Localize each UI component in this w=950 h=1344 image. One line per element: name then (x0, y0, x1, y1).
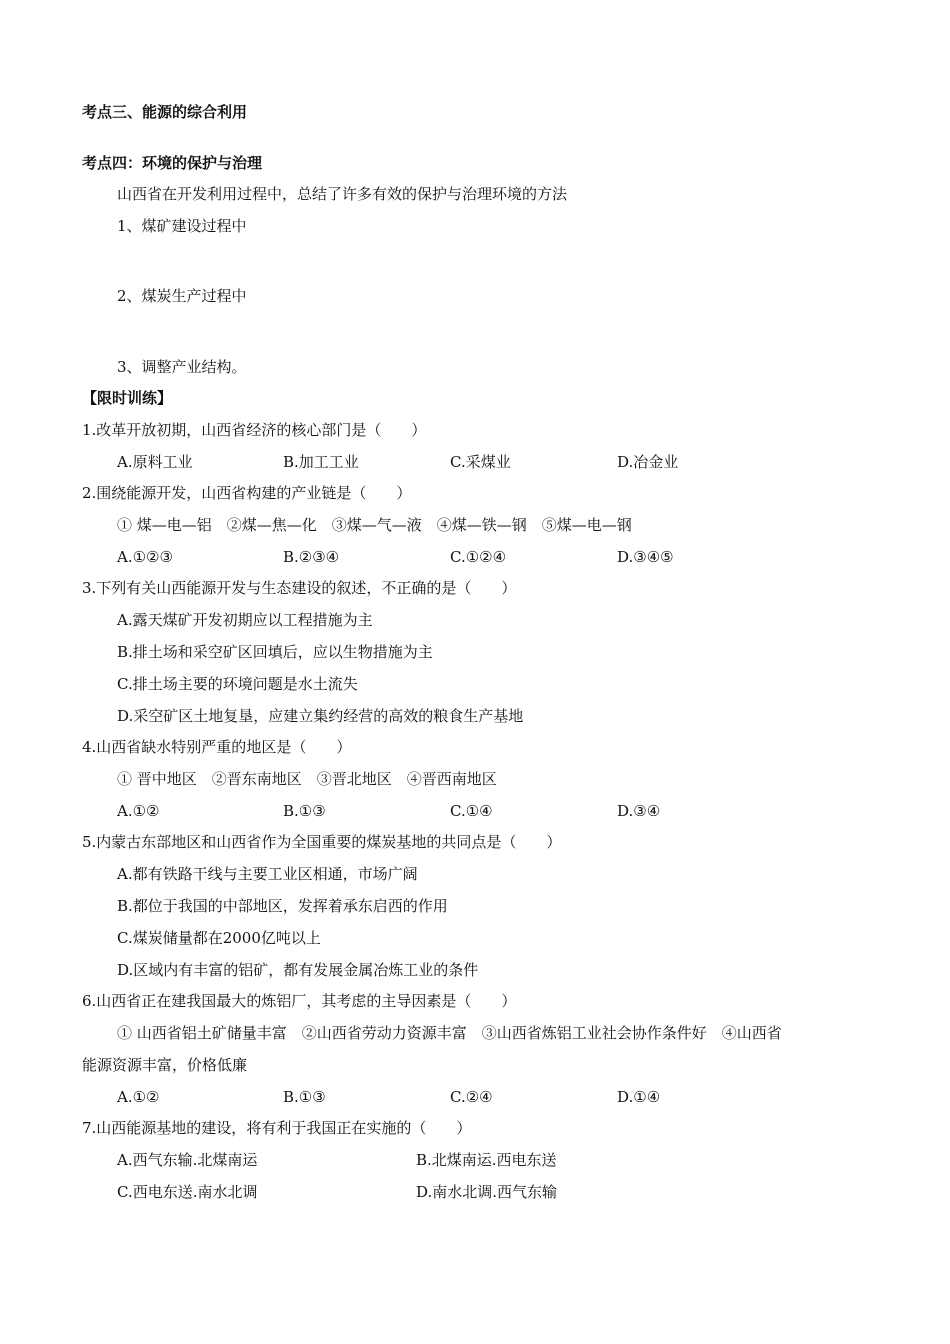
section-title-kaodian4: 考点四：环境的保护与治理 (82, 154, 263, 172)
question-6-items-line-1: ① 山西省铝土矿储量丰富 ②山西省劳动力资源丰富 ③山西省炼铝工业社会协作条件好 ④山西省 (117, 1024, 782, 1042)
question-4-items: ① 晋中地区 ②晋东南地区 ③晋北地区 ④晋西南地区 (117, 770, 497, 788)
question-6-option-a: A.①② (117, 1088, 160, 1106)
question-2-items: ① 煤—电—铝 ②煤—焦—化 ③煤—气—液 ④煤—铁—钢 ⑤煤—电—钢 (117, 516, 632, 534)
kaodian4-item-1: 1、煤矿建设过程中 (117, 217, 247, 235)
question-7-option-d: D.南水北调.西气东输 (416, 1183, 558, 1201)
question-1-stem: 1.改革开放初期，山西省经济的核心部门是（ ） (82, 421, 427, 439)
kaodian4-item-3: 3、调整产业结构。 (117, 358, 247, 376)
question-4-option-c: C.①④ (450, 802, 493, 820)
kaodian4-intro: 山西省在开发利用过程中，总结了许多有效的保护与治理环境的方法 (117, 185, 568, 203)
question-3-option-a: A.露天煤矿开发初期应以工程措施为主 (117, 611, 373, 629)
question-2-stem: 2.围绕能源开发，山西省构建的产业链是（ ） (82, 484, 412, 502)
question-6-stem: 6.山西省正在建我国最大的炼铝厂，其考虑的主导因素是（ ） (82, 992, 517, 1010)
question-4-option-d: D.③④ (617, 802, 661, 820)
training-title: 【限时训练】 (82, 389, 173, 407)
question-6-option-d: D.①④ (617, 1088, 661, 1106)
question-3-stem: 3.下列有关山西能源开发与生态建设的叙述，不正确的是（ ） (82, 579, 517, 597)
question-1-option-a: A.原料工业 (117, 453, 193, 471)
question-2-option-b: B.②③④ (283, 548, 340, 566)
question-3-option-b: B.排土场和采空矿区回填后，应以生物措施为主 (117, 643, 433, 661)
question-5-option-d: D.区域内有丰富的铝矿，都有发展金属冶炼工业的条件 (117, 961, 479, 979)
question-1-option-d: D.冶金业 (617, 453, 679, 471)
question-2-option-d: D.③④⑤ (617, 548, 674, 566)
question-2-option-c: C.①②④ (450, 548, 507, 566)
question-4-option-b: B.①③ (283, 802, 326, 820)
question-7-option-b: B.北煤南运.西电东送 (416, 1151, 557, 1169)
question-4-option-a: A.①② (117, 802, 160, 820)
question-6-option-b: B.①③ (283, 1088, 326, 1106)
question-2-option-a: A.①②③ (117, 548, 173, 566)
question-5-option-c: C.煤炭储量都在2000亿吨以上 (117, 929, 321, 947)
question-1-option-c: C.采煤业 (450, 453, 511, 471)
question-5-stem: 5.内蒙古东部地区和山西省作为全国重要的煤炭基地的共同点是（ ） (82, 833, 562, 851)
question-6-option-c: C.②④ (450, 1088, 493, 1106)
question-4-stem: 4.山西省缺水特别严重的地区是（ ） (82, 738, 352, 756)
question-7-option-a: A.西气东输.北煤南运 (117, 1151, 258, 1169)
question-5-option-b: B.都位于我国的中部地区，发挥着承东启西的作用 (117, 897, 448, 915)
question-1-option-b: B.加工工业 (283, 453, 359, 471)
question-7-option-c: C.西电东送.南水北调 (117, 1183, 258, 1201)
question-6-items-line-2: 能源资源丰富，价格低廉 (82, 1056, 248, 1074)
kaodian4-item-2: 2、煤炭生产过程中 (117, 287, 247, 305)
question-3-option-d: D.采空矿区土地复垦，应建立集约经营的高效的粮食生产基地 (117, 707, 524, 725)
question-7-stem: 7.山西能源基地的建设，将有利于我国正在实施的（ ） (82, 1119, 472, 1137)
question-5-option-a: A.都有铁路干线与主要工业区相通，市场广阔 (117, 865, 418, 883)
section-title-kaodian3: 考点三、能源的综合利用 (82, 103, 248, 121)
question-3-option-c: C.排土场主要的环境问题是水土流失 (117, 675, 358, 693)
